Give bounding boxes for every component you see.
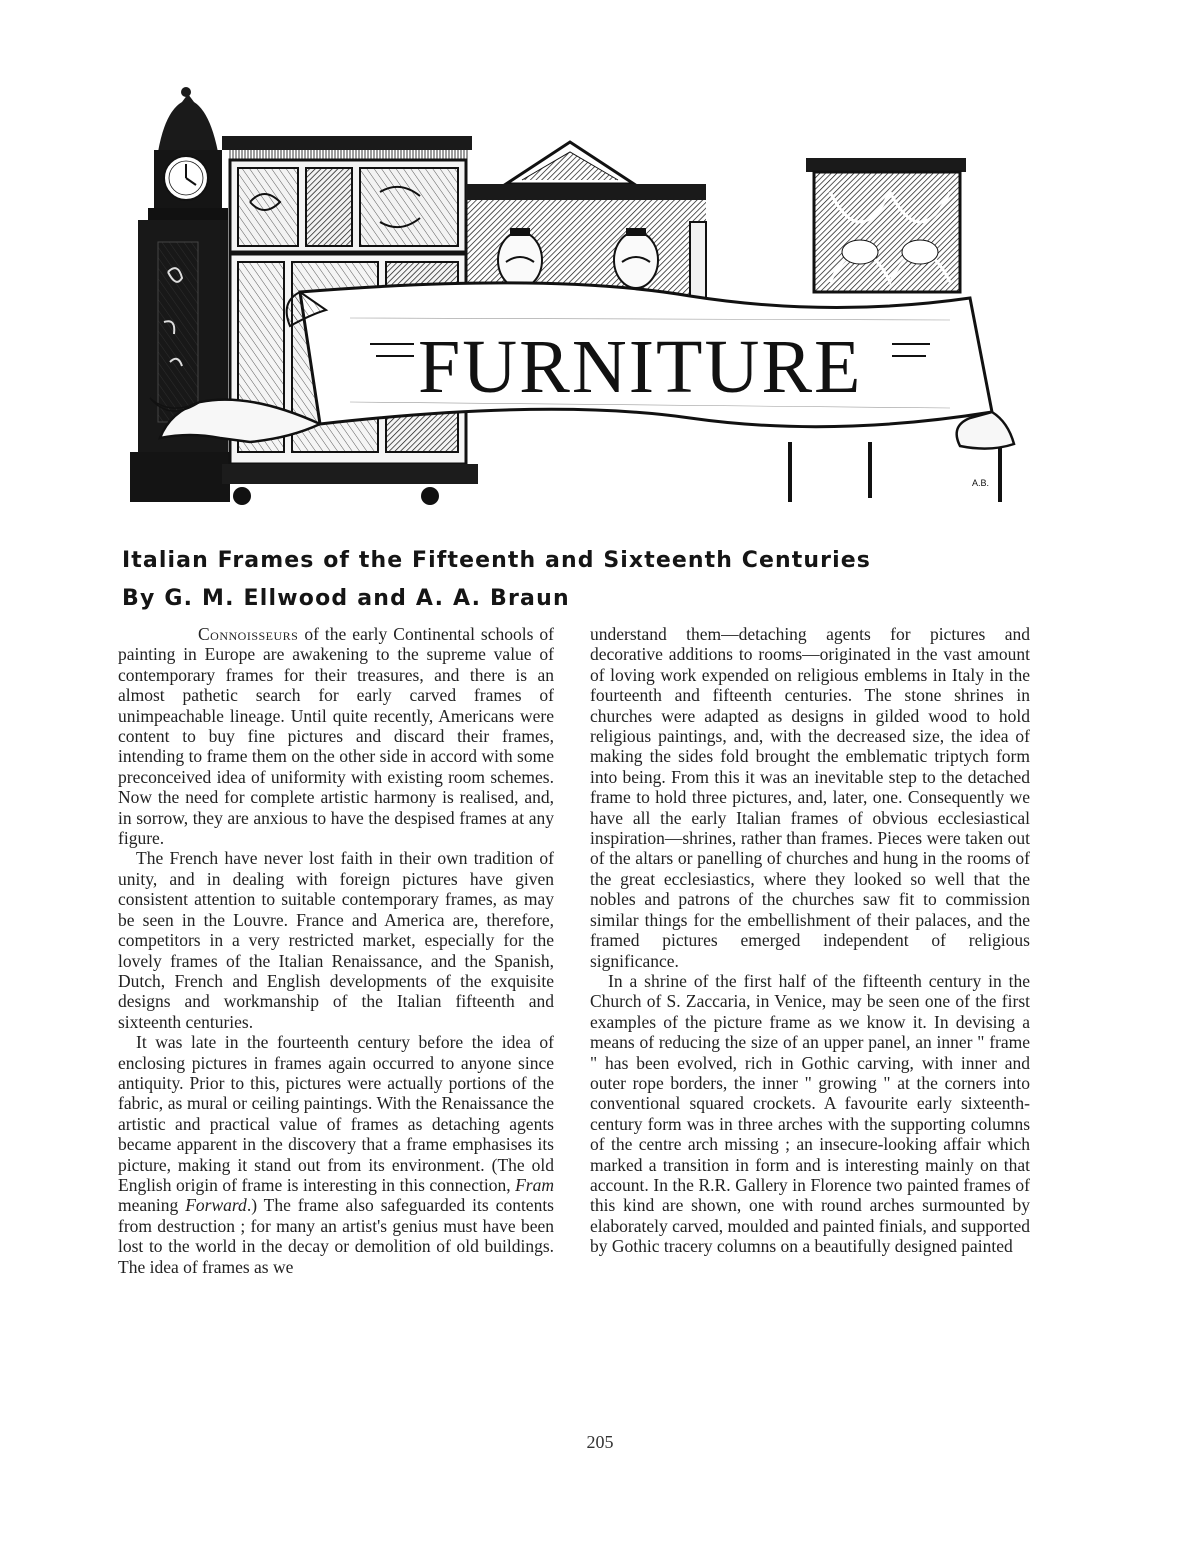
banner-title: FURNITURE	[418, 325, 863, 409]
opening-word: Connoisseurs	[198, 624, 299, 644]
paragraph-3	[118, 1032, 554, 1277]
article-byline: By G. M. Ellwood and A. A. Braun	[122, 586, 570, 611]
page-number: 205	[586, 1432, 614, 1452]
paragraph-5: In a shrine of the first half of the fifteenth century in the Church of S. Zaccaria, in Venice, may be seen one of the first examples of the picture frame as we know it. In devising a means of reducing the size of an upper panel, an inner " frame " has been evolved, rich in Gothic carving, with inner and outer rope borders, the inner " growing " at the corners into conventional squared crockets. A favourite early sixteenth-century form was in three arches with the supporting columns of the centre arch missing ; an insecure-looking affair which marked a transition in form and is interesting mainly on that account. In the R.R. Gallery in Florence two painted frames of this kind are shown, one with round arches surmounted by elaborately carved, moulded and painted finials, and supported by Gothic tracery columns on a beautifully designed painted	[590, 970, 1030, 1257]
paragraph-2: The French have never lost faith in their own tradition of unity, and in dealing with foreign pictures have given consistent attention to suitable contemporary frames, as may be seen in the Louvre. France and America are, therefore, competitors in a very restricted market, especially for the lovely frames of the Italian Renaissance, and the Spanish, Dutch, French and English developments of the exquisite designs and workmanship of the Italian fifteenth and sixteenth centuries.	[118, 848, 554, 1032]
left-column	[118, 624, 554, 1277]
paragraph-4: understand them—detaching agents for pictures and decorative additions to rooms—originated in the vast amount of loving work expended on religious emblems in Italy in the fourteenth and fifteenth centuries. The stone shrines in churches were adapted as designs in gilded wood to hold religious paintings, and, with the decreased size, the idea of making the sides fold brought the emblematic triptych form into being. From this it was an inevitable step to the detached frame to hold three pictures, and, later, one. Consequently we have all the early Italian frames of obvious ecclesiastical inspiration—shrines, rather than frames. Pieces were taken out of the altars or panelling of churches and hung in the rooms of the great ecclesiastics, where they looked so well that the nobles and patrons of the churches saw fit to commission similar things for the embellishment of their palaces, and the framed pictures emerged independent of religious significance.	[590, 624, 1030, 971]
paragraph-3-text-a: It was late in the fourteenth century before the idea of enclosing pictures in frames again occurred to anyone since antiquity. Prior to this, pictures were actually portions of the fabric, as mural or ceiling paintings. With the Renaissance the artistic and practical value of frames as detaching agents became apparent in the discovery that a frame emphasises its picture, making it stand out from its environment. (The old English origin of frame is interesting in this connection,	[118, 1032, 554, 1195]
paragraph-1-text: of the early Continental schools of painting in Europe are awakening to the supreme value of contemporary frames for their treasures, and there is an almost pathetic search for early carved frames of unimpeachable lineage. Until quite recently, Americans were content to buy fine pictures and discard their frames, intending to frame them on the other side in accord with some preconceived idea of uniformity with existing room schemes. Now the need for complete artistic harmony is realised, and, in sorrow, they are anxious to have the despised frames at any figure.	[118, 624, 554, 849]
right-column	[590, 624, 1030, 1257]
grandfather-clock	[130, 87, 230, 502]
term-fram: Fram	[515, 1174, 554, 1195]
dresser-with-jars	[466, 142, 706, 302]
furniture-engraving	[130, 82, 1030, 522]
paragraph-1	[118, 624, 554, 848]
paragraph-3-text-c: .) The frame also safeguarded its contents from destruction ; for many an artist's genius must have been lost to the world in the decay or demolition of old buildings. The idea of frames as we	[118, 1195, 554, 1277]
artist-monogram: A.B.	[972, 478, 990, 488]
term-forward: Forward	[185, 1195, 247, 1216]
article-title: Italian Frames of the Fifteenth and Sixteenth Centuries	[122, 548, 871, 573]
header-illustration	[130, 82, 1030, 522]
paragraph-3-text-b: meaning	[118, 1195, 186, 1216]
